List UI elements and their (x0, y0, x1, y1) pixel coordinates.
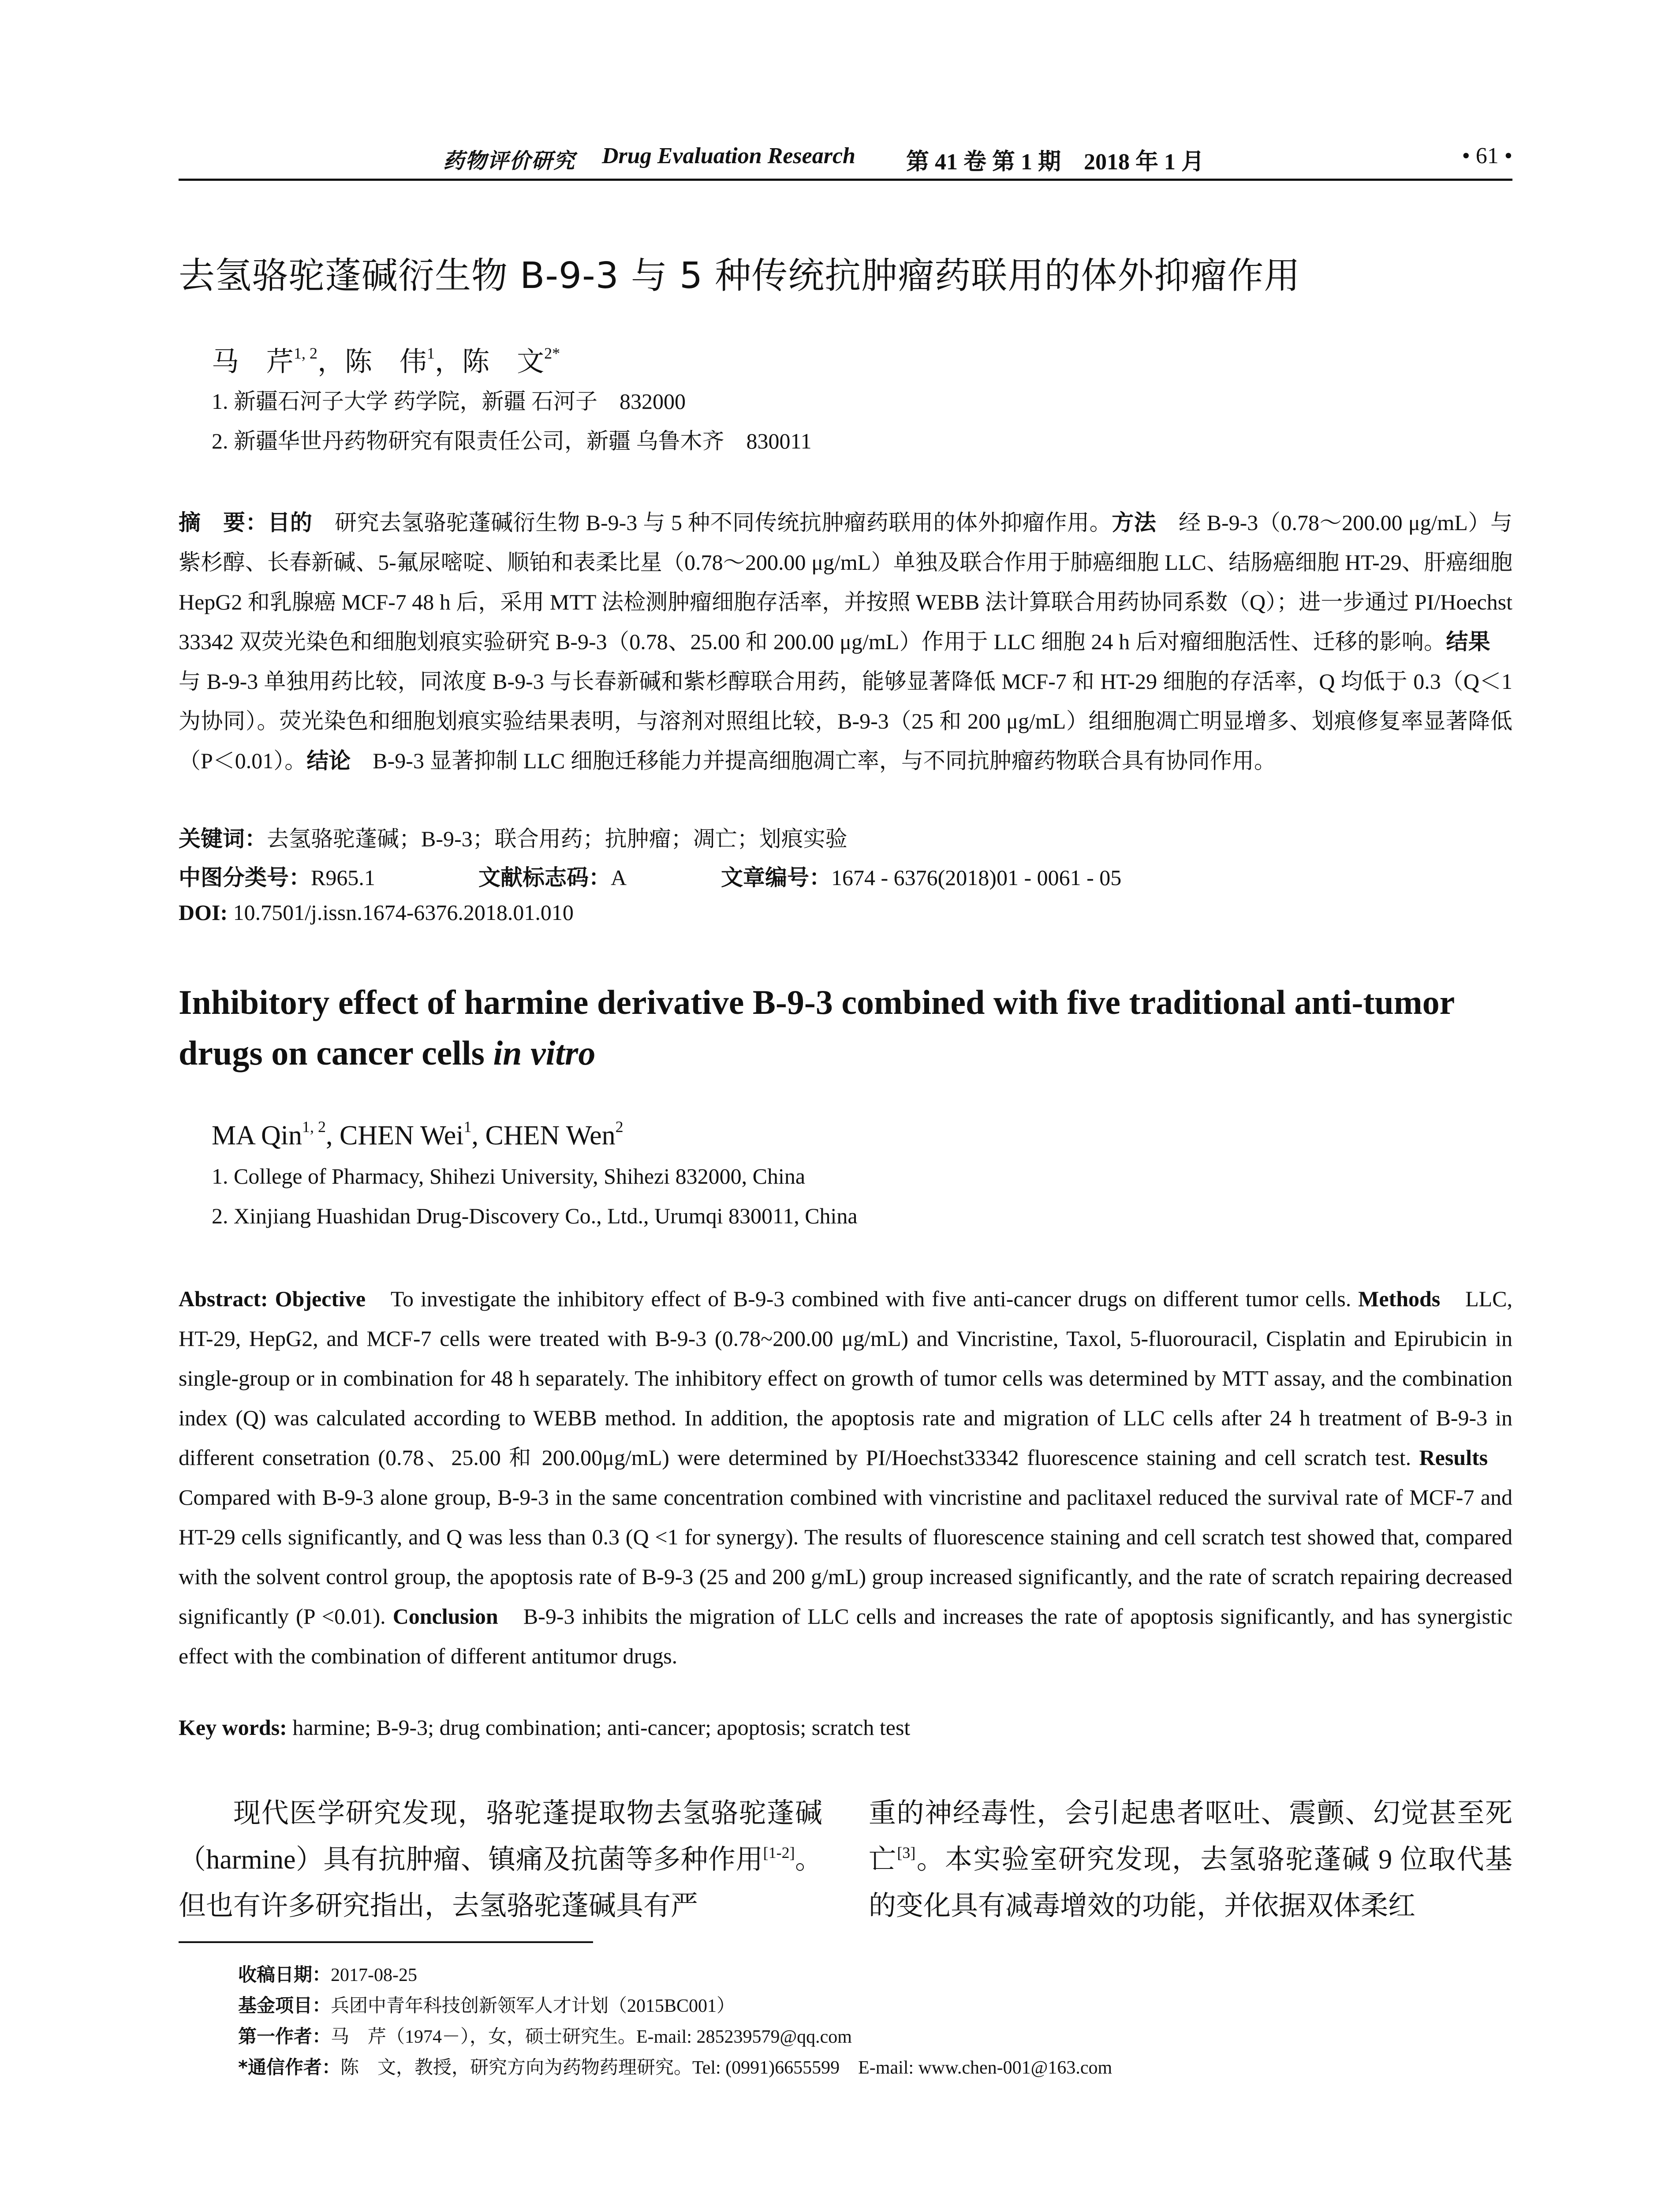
en-methods-label: Methods (1358, 1286, 1441, 1311)
en-authors (212, 1120, 623, 1151)
en-author-2-aff: 1 (463, 1118, 472, 1136)
cn-affiliation-2: 2. 新疆华世丹药物研究有限责任公司，新疆 乌鲁木齐 830011 (212, 429, 812, 453)
cn-keywords-label: 关键词： (179, 826, 267, 852)
en-title (179, 977, 1512, 1078)
cn-author-1-aff: 1, 2 (294, 344, 318, 362)
running-header (179, 140, 1512, 180)
footnote-label: 基金项目： (238, 1995, 331, 2016)
body-left-text-2: 。但也有许多研究指出，去氢骆驼蓬碱具有严 (179, 1845, 822, 1921)
en-keywords (179, 1715, 910, 1740)
cn-methods-text: 经 B-9-3（0.78～200.00 μg/mL）与紫杉醇、长春新碱、5-氟尿嘧啶、顺铂和表柔比星（0.78～200.00 μg/mL）单独及联合作用于肺癌细胞 LLC、结肠癌细胞 HT-29、肝癌细胞 HepG2 和乳腺癌 MCF-7 48 h 后，采用 MTT 法检测肿瘤细胞存活率，并按照 WEBB 法计算联合用药协同系数（Q）；进一步通过 PI/Hoechst 33342 双荧光染色和细胞划痕实验研究 B-9-3（0.78、25.00 和 200.00 μg/mL）作用于 LLC 细胞 24 h 后对瘤细胞活性、迁移的影响。 (179, 510, 1512, 654)
en-keywords-label: Key words: (179, 1715, 287, 1740)
doi-label: DOI: (179, 900, 228, 925)
footnote-received (238, 1960, 417, 1987)
journal-name: Drug Evaluation Research (602, 143, 855, 168)
en-affiliation-2: 2. Xinjiang Huashidan Drug-Discovery Co., Ltd., Urumqi 830011, China (212, 1203, 858, 1228)
footnote-first-author (238, 2022, 852, 2048)
footnote-label: *通信作者： (238, 2056, 340, 2078)
cn-results-text: 与 B-9-3 单独用药比较，同浓度 B-9-3 与长春新碱和紫杉醇联合用药，能够显著降低 MCF-7 和 HT-29 细胞的存活率，Q 均低于 0.3（Q＜1 为协同）。荧光染色和细胞划痕实验结果表明，与溶剂对照组比较，B-9-3（25 和 200 μg/mL）组细胞凋亡明显增多、划痕修复率显著降低（P＜0.01）。 (179, 629, 1513, 773)
cn-keywords (179, 821, 847, 853)
en-author-3: CHEN Wen (485, 1121, 616, 1151)
footnote-label: 收稿日期： (238, 1964, 331, 1985)
footnote-text: 陈 文，教授，研究方向为药物药理研究。Tel: (0991)6655599 E-mail: www.chen-001@163.com (340, 2058, 1113, 2078)
cn-objective-label: 目的 (268, 510, 313, 535)
class-label: 中图分类号： (179, 865, 311, 890)
en-author-2: CHEN Wei (339, 1121, 464, 1151)
cn-results-label: 结果 (1446, 629, 1491, 654)
en-title-italic: in vitro (493, 1034, 596, 1072)
en-conclusion-text: B-9-3 inhibits the migration of LLC cells and increases the rate of apoptosis significantly, and has synergistic effect with the combination of different antitumor drugs. (179, 1604, 1513, 1668)
en-objective-label: Objective (268, 1286, 366, 1311)
cn-abstract-label: 摘 要： (179, 510, 268, 535)
doi-value: 10.7501/j.issn.1674-6376.2018.01.010 (228, 900, 574, 925)
en-author-3-aff: 2 (615, 1118, 623, 1136)
cn-author-2-aff: 1 (427, 344, 435, 362)
cn-author-3-aff: 2* (544, 344, 560, 362)
cn-affiliation-1: 1. 新疆石河子大学 药学院，新疆 石河子 832000 (212, 389, 686, 414)
en-abstract-label: Abstract: (179, 1286, 268, 1311)
issue-info: 第 41 卷 第 1 期 2018 年 1 月 (906, 149, 1205, 175)
cn-abstract (179, 503, 1512, 781)
doi-line (179, 900, 574, 925)
cn-author-3: 陈 文 (462, 347, 545, 377)
cn-keywords-text: 去氢骆驼蓬碱；B-9-3；联合用药；抗肿瘤；凋亡；划痕实验 (267, 826, 847, 851)
doc-code-value: A (611, 865, 627, 890)
en-author-1-aff: 1, 2 (302, 1118, 326, 1136)
en-conclusion-label: Conclusion (392, 1604, 498, 1629)
cn-title: 去氢骆驼蓬碱衍生物 B-9-3 与 5 种传统抗肿瘤药联用的体外抑瘤作用 (179, 255, 1301, 297)
en-keywords-text: harmine; B-9-3; drug combination; anti-cancer; apoptosis; scratch test (287, 1715, 911, 1740)
body-column-left (179, 1790, 822, 1929)
en-affiliation-1: 1. College of Pharmacy, Shihezi University, Shihezi 832000, China (212, 1164, 806, 1188)
footnote-text: 2017-08-25 (331, 1965, 417, 1985)
doc-code-label: 文献标志码： (478, 865, 611, 890)
cn-author-1: 马 芹 (212, 347, 294, 377)
citation-ref: [1-2] (763, 1844, 795, 1861)
cn-author-2: 陈 伟 (345, 347, 427, 377)
en-results-text: Compared with B-9-3 alone group, B-9-3 in the same concentration combined with vincristine and paclitaxel reduced the survival rate of MCF-7 and HT-29 cells significantly, and Q was less than 0.3 (Q <1 for synergy). The results of fluorescence staining and cell scratch test showed that, compared with the solvent control group, the apoptosis rate of B-9-3 (25 and 200 g/mL) group increased significantly, and the rate of scratch repairing decreased significantly (P <0.01). (179, 1445, 1513, 1629)
cn-classification-line (179, 860, 1512, 895)
cn-methods-label: 方法 (1112, 510, 1157, 535)
footnote-rule (179, 1941, 593, 1943)
cn-conclusion-text: B-9-3 显著抑制 LLC 细胞迁移能力并提高细胞凋亡率，与不同抗肿瘤药物联合具有协同作用。 (351, 748, 1276, 773)
cn-author-sep: ， (317, 347, 345, 377)
en-abstract (179, 1279, 1512, 1676)
body-right-text-1: 重的神经毒性，会引起患者呕吐、震颤、幻觉甚至死亡 (869, 1798, 1512, 1875)
en-title-main: Inhibitory effect of harmine derivative B-9-3 combined with five traditional anti-tumor drugs on cancer cells (179, 983, 1454, 1072)
en-objective-text: To investigate the inhibitory effect of B-9-3 combined with five anti-cancer drugs on different tumor cells. (366, 1286, 1359, 1311)
en-author-sep: , (325, 1121, 340, 1151)
en-results-label: Results (1419, 1445, 1488, 1470)
footnote-text: 马 芹（1974－），女，硕士研究生。E-mail: 285239579@qq.com (331, 2027, 852, 2047)
citation-ref: [3] (897, 1844, 916, 1861)
cn-authors (212, 340, 560, 379)
cn-conclusion-label: 结论 (306, 748, 351, 774)
journal-logo: 药物评价研究 (443, 149, 576, 173)
cn-author-sep: ， (435, 347, 463, 377)
footnote-label: 第一作者： (238, 2026, 331, 2047)
article-no-value: 1674 - 6376(2018)01 - 0061 - 05 (831, 865, 1122, 890)
class-value: R965.1 (311, 865, 375, 890)
body-column-right (869, 1790, 1512, 1929)
header-rule (179, 179, 1512, 181)
body-left-text-1: 现代医学研究发现，骆驼蓬提取物去氢骆驼蓬碱（harmine）具有抗肿瘤、镇痛及抗菌等多种作用 (179, 1798, 822, 1875)
footnote-fund (238, 1991, 735, 2018)
body-right-text-2: 。本实验室研究发现，去氢骆驼蓬碱 9 位取代基的变化具有减毒增效的功能，并依据双体柔红 (869, 1845, 1512, 1921)
en-author-sep: , (471, 1121, 485, 1151)
page-number: • 61 • (1462, 143, 1512, 168)
en-author-1: MA Qin (212, 1121, 302, 1151)
footnote-text: 兵团中青年科技创新领军人才计划（2015BC001） (331, 1996, 735, 2016)
article-no-label: 文章编号： (721, 865, 831, 890)
en-methods-text: LLC, HT-29, HepG2, and MCF-7 cells were treated with B-9-3 (0.78~200.00 μg/mL) and Vincristine, Taxol, 5-fluorouracil, Cisplatin and Epirubicin in single-group or in combination for 48 h separately. The inhibitory effect on growth of tumor cells was determined by MTT assay, and the combination index (Q) was calculated according to WEBB method. In addition, the apoptosis rate and migration of LLC cells after 24 h treatment of B-9-3 in different consetration (0.78、25.00 和 200.00μg/mL) were determined by PI/Hoechst33342 fluorescence staining and cell scratch test. (179, 1286, 1513, 1470)
footnote-corresponding (238, 2053, 1112, 2079)
cn-objective-text: 研究去氢骆驼蓬碱衍生物 B-9-3 与 5 种不同传统抗肿瘤药联用的体外抑瘤作用。 (312, 510, 1112, 535)
